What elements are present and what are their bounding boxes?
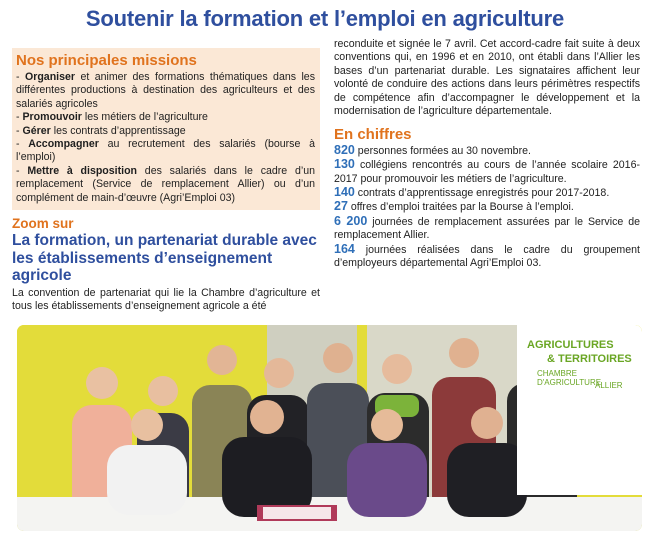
figure-item: [334, 215, 640, 243]
mission-verb: Promouvoir: [22, 111, 82, 124]
page-title: Soutenir la formation et l’emploi en agriculture: [85, 6, 565, 31]
figure-text: collégiens rencontrés au cours de l’année scolaire 2016-2017 pour promouvoir les métiers de l’agriculture.: [334, 159, 640, 185]
missions-heading: Nos principales missions: [16, 52, 197, 69]
sign-line: CHAMBRE D'AGRICULTURE: [537, 369, 602, 387]
mission-text: et animer des formations thématiques dans les différentes productions à destination des agriculteurs et des salariés agricoles: [16, 71, 315, 110]
mission-item: - Accompagner au recrutement des salariés (bourse à l’emploi): [16, 138, 315, 164]
figure-number: 820: [334, 142, 355, 157]
wall-sign: [517, 325, 642, 495]
zoom-title: La formation, un partenariat durable avec les établissements d’enseignement agricole: [12, 232, 317, 285]
figure-text: journées réalisées dans le cadre du groupement d’employeurs départemental Agri’Emploi 03.: [334, 243, 640, 270]
left-column: [12, 48, 320, 313]
figure-text: journées de remplacement assurées par le Service de remplacement Allier.: [334, 215, 640, 242]
figure-text: offres d’emploi traitées par la Bourse à l’emploi.: [347, 201, 574, 214]
mission-verb: Organiser: [24, 71, 76, 83]
figure-item: [334, 144, 640, 158]
figure-number: 130: [334, 157, 355, 172]
mission-text: au recrutement des salariés (bourse à l’emploi): [16, 138, 315, 164]
group-photo: [17, 325, 642, 531]
mission-verb: Mettre à disposition: [27, 164, 138, 177]
mission-text: les métiers de l’agriculture: [81, 111, 208, 124]
mission-item: - Mettre à disposition des salariés dans le cadre d’un remplacement (Service de remplacement Allier) ou d’un complément de main-d’œuvre (Agri’Emploi 03): [16, 164, 315, 204]
figure-number: 6 200: [334, 213, 368, 228]
figure-item: [334, 200, 640, 214]
figure-item: [334, 186, 640, 200]
chiffres-heading: En chiffres: [334, 126, 412, 144]
sign-line: AGRICULTURES: [527, 339, 614, 351]
figure-text: contrats d’apprentissage enregistrés pour 2017-2018.: [354, 187, 610, 200]
figure-number: 164: [334, 241, 355, 256]
zoom-label: Zoom sur: [12, 216, 74, 232]
mission-verb: Gérer: [22, 124, 51, 137]
figure-text: personnes formées au 30 novembre.: [354, 144, 531, 157]
missions-box: [12, 48, 320, 210]
figure-item: [334, 158, 640, 186]
figure-number: 27: [334, 199, 348, 214]
sign-line: & TERRITOIRES: [547, 353, 632, 365]
mission-verb: Accompagner: [28, 138, 99, 151]
mission-text: des salariés dans le cadre d’un remplacement (Service de remplacement Allier) ou d’un complément de main-d’œuvre (Agri’Emploi 03): [16, 164, 315, 204]
right-column: [334, 38, 640, 271]
sign-line: ALLIER: [595, 381, 623, 390]
right-paragraph: reconduite et signée le 7 avril. Cet accord-cadre fait suite à deux conventions qui, en 1996 et en 2010, ont établi dans l’Allier les bases d’un partenariat durable. Les signataires affichent leur volonté de conduire des actions dans leurs périmètres respectifs de compétence afin d’accompagner le développement et la modernisation de l’agriculture départementale.: [334, 38, 640, 118]
figure-number: 140: [334, 185, 355, 200]
mission-text: les contrats d’apprentissage: [50, 124, 186, 137]
mission-item: - Gérer les contrats d’apprentissage: [16, 124, 186, 137]
zoom-text: La convention de partenariat qui lie la Chambre d’agriculture et tous les établissements d’enseignement agricole a été: [12, 286, 320, 312]
figure-item: [334, 243, 640, 271]
mission-item: - Promouvoir les métiers de l’agriculture: [16, 111, 208, 124]
mission-item: - Organiser et animer des formations thématiques dans les différentes productions à destination des agriculteurs et des salariés agricoles: [16, 71, 315, 110]
